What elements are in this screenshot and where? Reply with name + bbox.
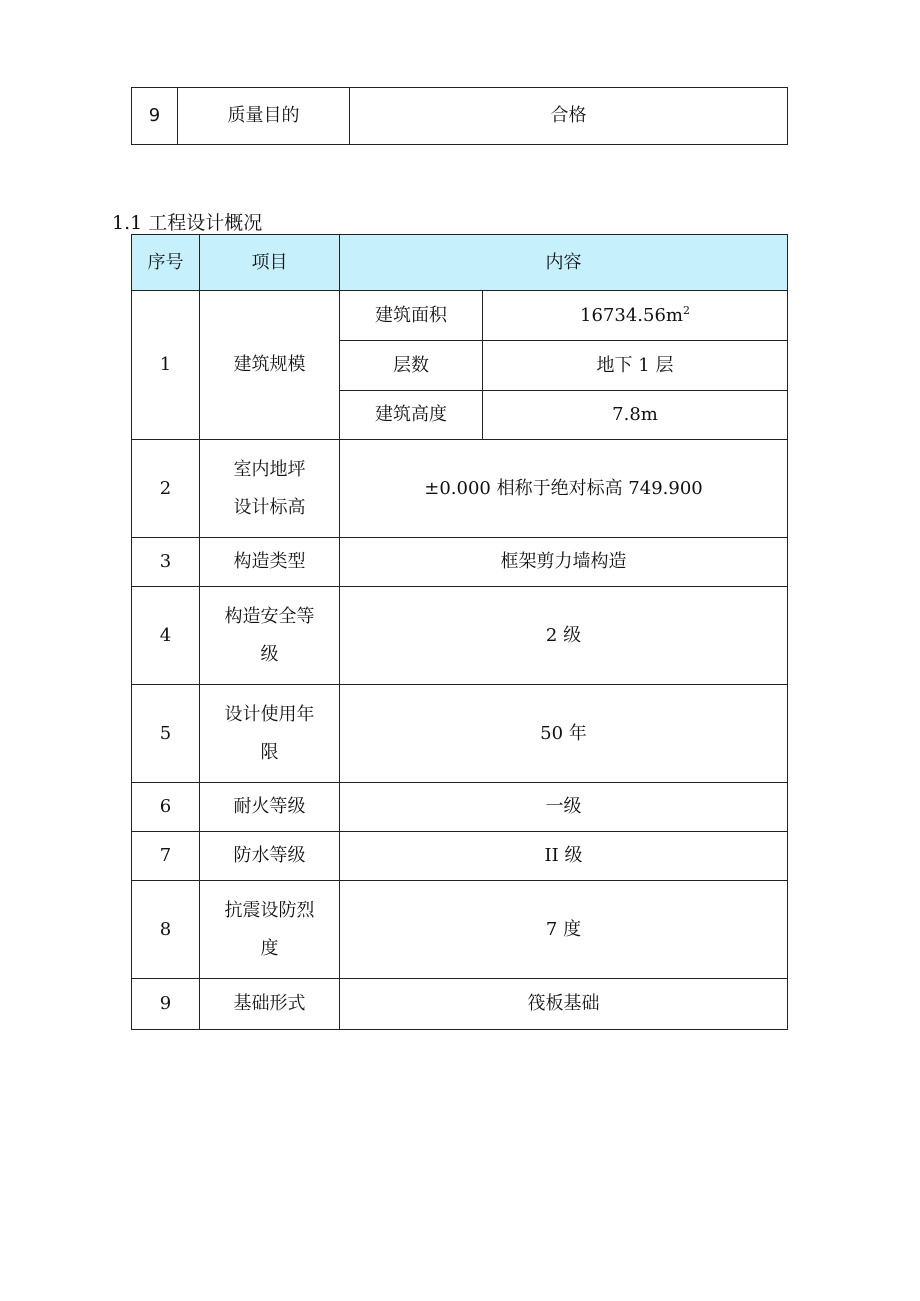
area-unit-superscript: 2 [682, 303, 690, 317]
row-index: 1 [132, 291, 200, 440]
row-item [200, 881, 340, 979]
row-content: 合格 [350, 88, 788, 145]
row-index: 7 [132, 832, 200, 881]
table-row [132, 783, 788, 832]
item-line-2: 设计标高 [233, 496, 306, 518]
item-line-1: 设计使用年 [224, 703, 315, 725]
sub-label: 建筑高度 [340, 391, 483, 440]
section-heading: 1.1 工程设计概况 [112, 212, 263, 234]
sub-value [483, 291, 788, 341]
row-item [200, 685, 340, 783]
row-content: 50 年 [340, 685, 788, 783]
row-index: 3 [132, 538, 200, 587]
sub-value: 7.8m [483, 391, 788, 440]
table-row [132, 88, 788, 145]
row-content: 2 级 [340, 587, 788, 685]
table-row [132, 832, 788, 881]
area-value: 16734.56m [580, 304, 683, 326]
item-line-1: 室内地坪 [233, 458, 306, 480]
row-item: 基础形式 [200, 979, 340, 1030]
header-index: 序号 [132, 235, 200, 291]
sub-label: 建筑面积 [340, 291, 483, 341]
table-row [132, 979, 788, 1030]
row-item [200, 440, 340, 538]
item-line-1: 抗震设防烈 [224, 899, 315, 921]
row-index: 9 [132, 979, 200, 1030]
header-content: 内容 [340, 235, 788, 291]
row-index: 6 [132, 783, 200, 832]
row-item: 质量目的 [178, 88, 350, 145]
row-content: 7 度 [340, 881, 788, 979]
quality-target-table [131, 87, 788, 145]
row-index: 4 [132, 587, 200, 685]
row-item: 构造类型 [200, 538, 340, 587]
row-index: 2 [132, 440, 200, 538]
table-row [132, 291, 788, 341]
row-content: II 级 [340, 832, 788, 881]
row-index: 8 [132, 881, 200, 979]
item-line-2: 级 [260, 643, 279, 665]
item-line-2: 限 [260, 741, 279, 763]
row-item [200, 587, 340, 685]
header-item: 项目 [200, 235, 340, 291]
table-header-row [132, 235, 788, 291]
design-overview-table [131, 234, 788, 1030]
row-item: 耐火等级 [200, 783, 340, 832]
row-content: ±0.000 相称于绝对标高 749.900 [340, 440, 788, 538]
sub-value: 地下 1 层 [483, 341, 788, 391]
row-index: 9 [132, 88, 178, 145]
row-content: 一级 [340, 783, 788, 832]
row-index: 5 [132, 685, 200, 783]
item-line-1: 构造安全等 [224, 605, 315, 627]
table-row [132, 881, 788, 979]
row-content: 筏板基础 [340, 979, 788, 1030]
table-row [132, 587, 788, 685]
row-content: 框架剪力墙构造 [340, 538, 788, 587]
table-row [132, 440, 788, 538]
row-item: 防水等级 [200, 832, 340, 881]
item-line-2: 度 [260, 937, 279, 959]
row-item: 建筑规模 [200, 291, 340, 440]
table-row [132, 685, 788, 783]
sub-label: 层数 [340, 341, 483, 391]
table-row [132, 538, 788, 587]
